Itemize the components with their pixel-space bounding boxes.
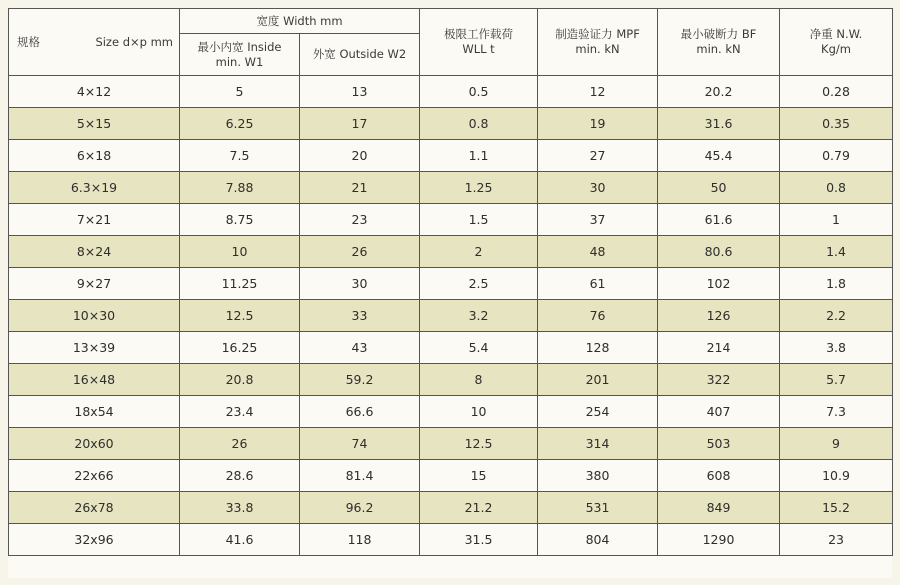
- cell-mpf: 37: [538, 204, 658, 236]
- cell-mpf: 76: [538, 300, 658, 332]
- cell-outside-width: 20: [300, 140, 420, 172]
- chain-spec-table: [8, 8, 893, 556]
- cell-bf: 31.6: [658, 108, 780, 140]
- cell-inside-width: 16.25: [180, 332, 300, 364]
- header-wll-line1: 极限工作载荷: [444, 27, 514, 41]
- table-row: [9, 140, 893, 172]
- header-nw-line1: 净重 N.W.: [809, 27, 863, 41]
- cell-net-weight: 1: [780, 204, 893, 236]
- cell-mpf: 61: [538, 268, 658, 300]
- cell-wll: 31.5: [420, 524, 538, 556]
- cell-net-weight: 0.79: [780, 140, 893, 172]
- cell-bf: 80.6: [658, 236, 780, 268]
- cell-wll: 3.2: [420, 300, 538, 332]
- cell-wll: 2.5: [420, 268, 538, 300]
- cell-net-weight: 0.28: [780, 76, 893, 108]
- cell-inside-width: 23.4: [180, 396, 300, 428]
- cell-wll: 1.1: [420, 140, 538, 172]
- cell-net-weight: 23: [780, 524, 893, 556]
- header-mpf: [538, 9, 658, 76]
- cell-inside-width: 28.6: [180, 460, 300, 492]
- cell-outside-width: 30: [300, 268, 420, 300]
- cell-inside-width: 12.5: [180, 300, 300, 332]
- cell-inside-width: 8.75: [180, 204, 300, 236]
- cell-size: 4×12: [9, 76, 180, 108]
- cell-mpf: 314: [538, 428, 658, 460]
- cell-mpf: 27: [538, 140, 658, 172]
- cell-bf: 126: [658, 300, 780, 332]
- table-row: [9, 428, 893, 460]
- cell-mpf: 30: [538, 172, 658, 204]
- table-row: [9, 236, 893, 268]
- cell-outside-width: 74: [300, 428, 420, 460]
- cell-bf: 1290: [658, 524, 780, 556]
- cell-net-weight: 3.8: [780, 332, 893, 364]
- cell-bf: 503: [658, 428, 780, 460]
- table-header: [9, 9, 893, 76]
- table-row: [9, 204, 893, 236]
- cell-mpf: 531: [538, 492, 658, 524]
- cell-outside-width: 96.2: [300, 492, 420, 524]
- table-row: [9, 76, 893, 108]
- header-wll: [420, 9, 538, 76]
- header-outside-width: 外宽 Outside W2: [300, 34, 420, 76]
- cell-wll: 0.5: [420, 76, 538, 108]
- header-mpf-line1: 制造验证力 MPF: [555, 27, 640, 41]
- chain-spec-sheet: [8, 8, 892, 578]
- cell-inside-width: 7.5: [180, 140, 300, 172]
- cell-wll: 8: [420, 364, 538, 396]
- cell-size: 22x66: [9, 460, 180, 492]
- header-bf-line2: min. kN: [696, 42, 741, 56]
- cell-wll: 15: [420, 460, 538, 492]
- cell-mpf: 380: [538, 460, 658, 492]
- table-row: [9, 524, 893, 556]
- header-inside-line1: 最小内宽 Inside: [197, 39, 282, 54]
- cell-bf: 102: [658, 268, 780, 300]
- cell-size: 16×48: [9, 364, 180, 396]
- cell-net-weight: 15.2: [780, 492, 893, 524]
- cell-wll: 21.2: [420, 492, 538, 524]
- table-row: [9, 300, 893, 332]
- cell-size: 26x78: [9, 492, 180, 524]
- cell-size: 32x96: [9, 524, 180, 556]
- cell-outside-width: 66.6: [300, 396, 420, 428]
- cell-wll: 5.4: [420, 332, 538, 364]
- cell-bf: 608: [658, 460, 780, 492]
- cell-bf: 20.2: [658, 76, 780, 108]
- header-size-en: Size d×p mm: [95, 34, 173, 49]
- table-row: [9, 460, 893, 492]
- cell-outside-width: 26: [300, 236, 420, 268]
- cell-outside-width: 13: [300, 76, 420, 108]
- cell-bf: 407: [658, 396, 780, 428]
- header-inside-line2: min. W1: [215, 54, 264, 69]
- cell-size: 20x60: [9, 428, 180, 460]
- cell-net-weight: 0.8: [780, 172, 893, 204]
- cell-size: 5×15: [9, 108, 180, 140]
- cell-inside-width: 7.88: [180, 172, 300, 204]
- table-row: [9, 172, 893, 204]
- cell-outside-width: 17: [300, 108, 420, 140]
- cell-size: 6.3×19: [9, 172, 180, 204]
- header-bf: [658, 9, 780, 76]
- cell-inside-width: 5: [180, 76, 300, 108]
- cell-size: 8×24: [9, 236, 180, 268]
- cell-outside-width: 59.2: [300, 364, 420, 396]
- cell-wll: 1.25: [420, 172, 538, 204]
- header-inside-width: [180, 34, 300, 76]
- table-row: [9, 268, 893, 300]
- cell-size: 18x54: [9, 396, 180, 428]
- cell-bf: 214: [658, 332, 780, 364]
- cell-mpf: 128: [538, 332, 658, 364]
- cell-bf: 45.4: [658, 140, 780, 172]
- header-width-group: 宽度 Width mm: [180, 9, 420, 34]
- cell-size: 10×30: [9, 300, 180, 332]
- cell-bf: 61.6: [658, 204, 780, 236]
- cell-outside-width: 33: [300, 300, 420, 332]
- cell-net-weight: 2.2: [780, 300, 893, 332]
- cell-wll: 0.8: [420, 108, 538, 140]
- cell-outside-width: 23: [300, 204, 420, 236]
- cell-net-weight: 7.3: [780, 396, 893, 428]
- cell-bf: 849: [658, 492, 780, 524]
- table-body: [9, 76, 893, 556]
- cell-mpf: 201: [538, 364, 658, 396]
- cell-inside-width: 6.25: [180, 108, 300, 140]
- cell-net-weight: 10.9: [780, 460, 893, 492]
- cell-wll: 10: [420, 396, 538, 428]
- header-wll-line2: WLL t: [462, 42, 495, 56]
- table-row: [9, 492, 893, 524]
- cell-outside-width: 118: [300, 524, 420, 556]
- cell-net-weight: 5.7: [780, 364, 893, 396]
- cell-inside-width: 26: [180, 428, 300, 460]
- cell-outside-width: 21: [300, 172, 420, 204]
- cell-wll: 1.5: [420, 204, 538, 236]
- header-nw-line2: Kg/m: [821, 42, 851, 56]
- cell-net-weight: 9: [780, 428, 893, 460]
- cell-bf: 50: [658, 172, 780, 204]
- table-row: [9, 364, 893, 396]
- cell-size: 6×18: [9, 140, 180, 172]
- cell-mpf: 19: [538, 108, 658, 140]
- table-row: [9, 108, 893, 140]
- cell-mpf: 48: [538, 236, 658, 268]
- header-size: [9, 9, 180, 76]
- table-row: [9, 396, 893, 428]
- cell-bf: 322: [658, 364, 780, 396]
- cell-inside-width: 20.8: [180, 364, 300, 396]
- cell-inside-width: 10: [180, 236, 300, 268]
- cell-net-weight: 1.4: [780, 236, 893, 268]
- table-row: [9, 332, 893, 364]
- cell-outside-width: 43: [300, 332, 420, 364]
- header-bf-line1: 最小破断力 BF: [680, 27, 757, 41]
- cell-inside-width: 11.25: [180, 268, 300, 300]
- header-net-weight: [780, 9, 893, 76]
- header-mpf-line2: min. kN: [575, 42, 620, 56]
- cell-wll: 12.5: [420, 428, 538, 460]
- cell-inside-width: 41.6: [180, 524, 300, 556]
- cell-wll: 2: [420, 236, 538, 268]
- cell-outside-width: 81.4: [300, 460, 420, 492]
- cell-net-weight: 1.8: [780, 268, 893, 300]
- cell-net-weight: 0.35: [780, 108, 893, 140]
- cell-mpf: 804: [538, 524, 658, 556]
- cell-size: 7×21: [9, 204, 180, 236]
- cell-mpf: 12: [538, 76, 658, 108]
- cell-size: 9×27: [9, 268, 180, 300]
- header-size-cn: 规格: [17, 34, 40, 49]
- cell-mpf: 254: [538, 396, 658, 428]
- cell-size: 13×39: [9, 332, 180, 364]
- cell-inside-width: 33.8: [180, 492, 300, 524]
